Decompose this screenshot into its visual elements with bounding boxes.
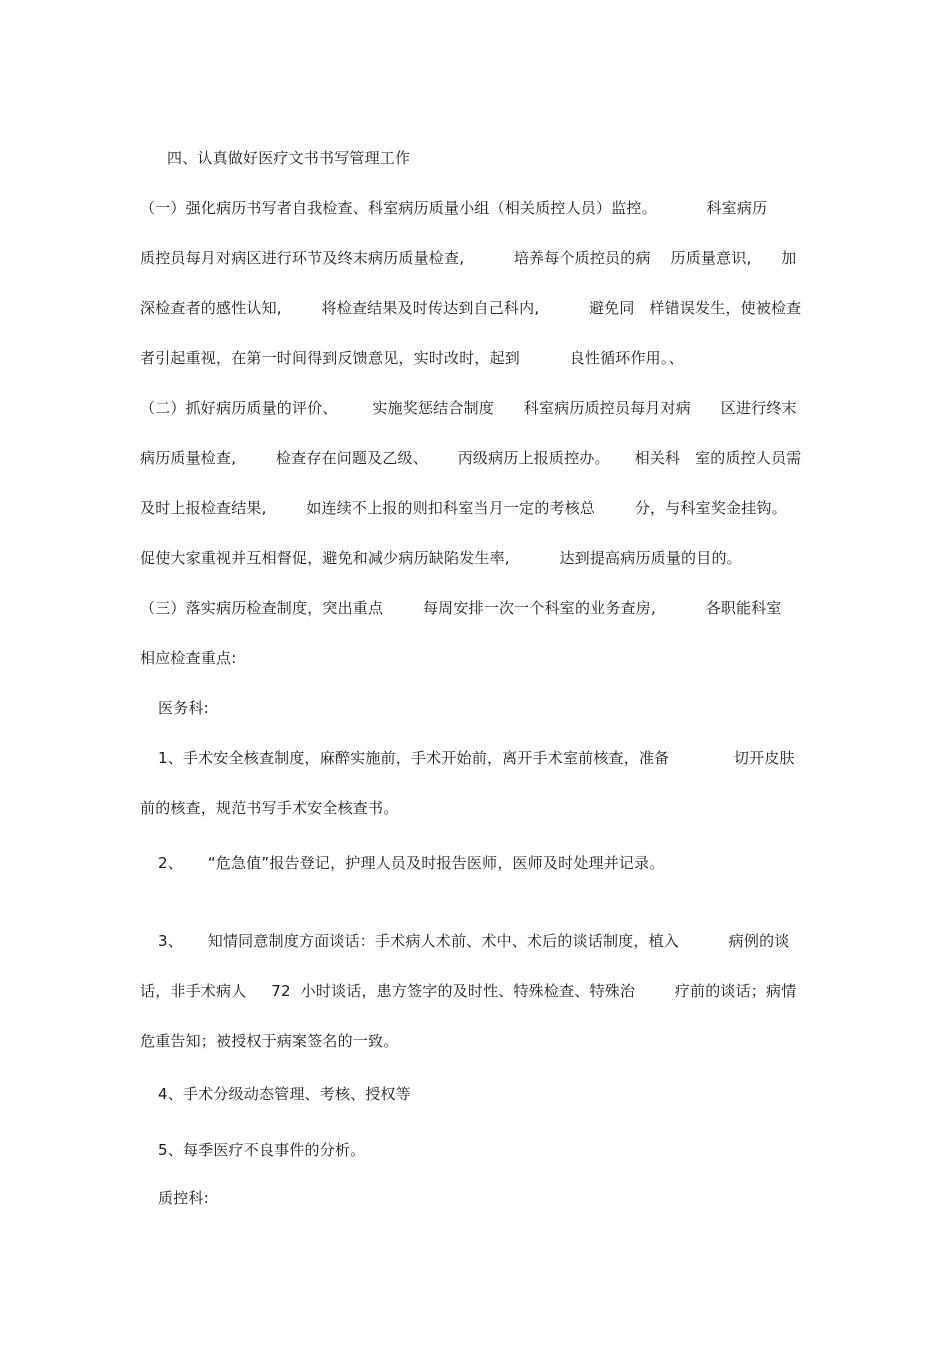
paragraph-line: 深检查者的感性认知, 将检查结果及时传达到自己科内, 避免同 样错误发生，使被检查	[140, 299, 802, 317]
paragraph-line: （二）抓好病历质量的评价、 实施奖惩结合制度 科室病历质控员每月对病 区进行终末	[140, 399, 797, 417]
section-heading: 四、认真做好医疗文书书写管理工作	[167, 149, 411, 167]
paragraph-line: 质控员每月对病区进行环节及终末病历质量检查, 培养每个质控员的病 历质量意识, 加	[140, 249, 797, 267]
paragraph-line: 促使大家重视并互相督促，避免和减少病历缺陷发生率, 达到提高病历质量的目的。	[140, 549, 742, 567]
paragraph-line: 者引起重视，在第一时间得到反馈意见，实时改时，起到 良性循环作用。、	[140, 349, 684, 367]
paragraph-line: 及时上报检查结果, 如连续不上报的则扣科室当月一定的考核总 分，与科室奖金挂钩。	[140, 499, 787, 517]
list-item: 1、手术安全核查制度，麻醉实施前，手术开始前，离开手术室前核查，准备 切开皮肤	[158, 749, 795, 767]
subheading-medical-affairs: 医务科:	[158, 699, 209, 717]
list-item: 5、每季医疗不良事件的分析。	[158, 1141, 366, 1159]
paragraph-line: （一）强化病历书写者自我检查、科室病历质量小组（相关质控人员）监控。 科室病历	[140, 199, 768, 217]
list-item-continuation: 前的核查，规范书写手术安全核查书。	[140, 799, 399, 817]
paragraph-line: 相应检查重点:	[140, 649, 237, 667]
paragraph-line: （三）落实病历检查制度，突出重点 每周安排一次一个科室的业务查房, 各职能科室	[140, 599, 782, 617]
paragraph-line: 病历质量检查, 检查存在问题及乙级、 丙级病历上报质控办。 相关科 室的质控人员需	[140, 449, 802, 467]
list-item-continuation: 话，非手术病人 72 小时谈话，患方签字的及时性、特殊检查、特殊治 疗前的谈话；病情	[140, 982, 797, 1000]
list-item: 4、手术分级动态管理、考核、授权等	[158, 1085, 411, 1103]
list-item: 2、 “危急值”报告登记，护理人员及时报告医师，医师及时处理并记录。	[158, 854, 665, 872]
subheading-quality-control: 质控科:	[158, 1189, 209, 1207]
list-item-continuation: 危重告知；被授权于病案签名的一致。	[140, 1032, 399, 1050]
list-item: 3、 知情同意制度方面谈话：手术病人术前、术中、术后的谈话制度，植入 病例的谈	[158, 932, 790, 950]
